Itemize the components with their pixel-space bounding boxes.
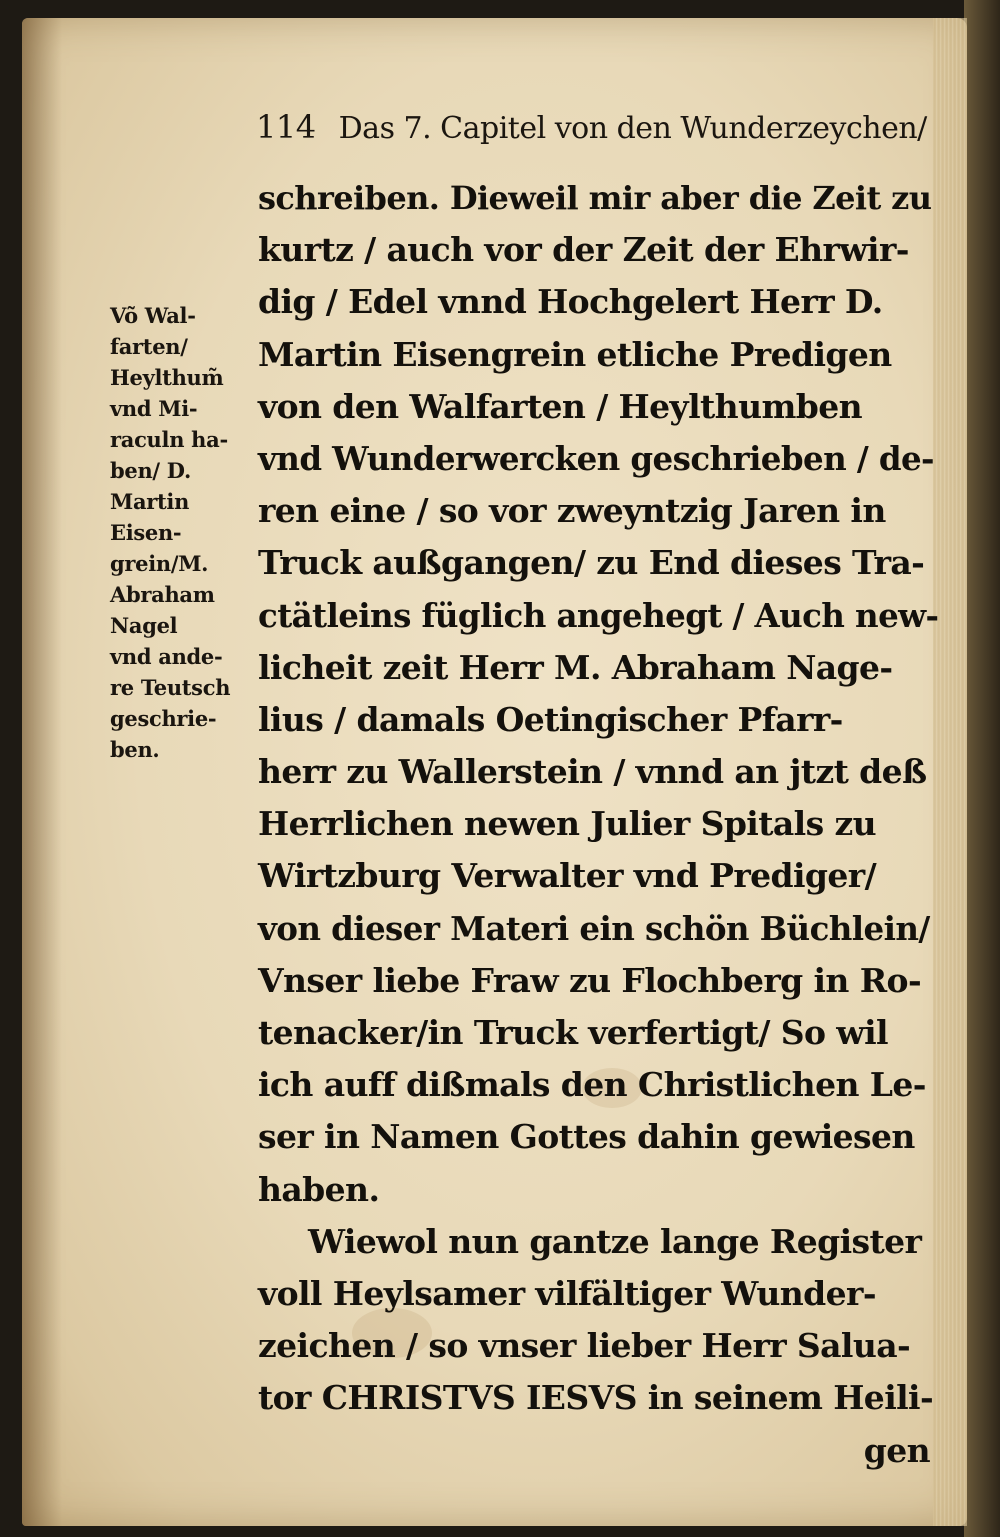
text-line: ser in Namen Gottes dahin gewiesen [258, 1117, 915, 1157]
margin-note-line: ben/ D. [110, 458, 191, 483]
margin-note-line: Heylthum̃ [110, 365, 224, 390]
text-line: voll Heylsamer vilfältiger Wunder- [258, 1273, 876, 1313]
text-line: ren eine / so vor zweyntzig Jaren in [258, 491, 886, 531]
text-line: Wirtzburg Verwalter vnd Prediger/ [258, 856, 877, 896]
margin-note-line: Eisen- [110, 520, 182, 545]
text-line: zeichen / so vnser lieber Herr Salua- [258, 1326, 911, 1366]
text-line: dig / Edel vnnd Hochgelert Herr D. [258, 282, 883, 322]
text-line: schreiben. Dieweil mir aber die Zeit zu [258, 179, 932, 217]
margin-note-line: Martin [110, 489, 190, 514]
text-line: ich auff dißmals den Christlichen Le- [258, 1065, 926, 1105]
page-number: 114 [256, 108, 316, 146]
text-line: haben. [258, 1169, 380, 1209]
margin-note-line: vnd Mi- [110, 396, 198, 421]
text-line: von den Walfarten / Heylthumben [258, 386, 863, 426]
text-line: Herrlichen newen Julier Spitals zu [258, 804, 877, 844]
text-line: kurtz / auch vor der Zeit der Ehrwir- [258, 230, 909, 270]
text-line: Wiewol nun gantze lange Register [308, 1221, 922, 1261]
margin-note-line: farten/ [110, 334, 188, 359]
body-text [258, 172, 938, 1477]
text-line: Truck außgangen/ zu End dieses Tra- [258, 543, 925, 583]
scan-background-edge [964, 0, 1000, 1537]
text-line: tor CHRISTVS IESVS in seinem Heili- [258, 1378, 934, 1418]
margin-note-line: vnd ande- [110, 644, 223, 669]
running-header [256, 108, 936, 146]
page-edges [933, 18, 967, 1526]
text-line: herr zu Wallerstein / vnnd an jtzt deß [258, 752, 927, 792]
text-line: Martin Eisengrein etliche Predigen [258, 334, 892, 374]
margin-note-line: geschrie- [110, 706, 217, 731]
text-line: tenacker/in Truck verfertigt/ So wil [258, 1013, 888, 1052]
text-line: ctätleins füglich angehegt / Auch new- [258, 595, 939, 635]
running-title: Das 7. Capitel von den Wunderzeychen/ [338, 111, 927, 146]
text-line: vnd Wunderwercken geschrieben / de- [258, 438, 934, 478]
spine-shadow [22, 18, 62, 1526]
text-line: von dieser Materi ein schön Büchlein/ [258, 908, 930, 948]
margin-note-line: ben. [110, 737, 160, 762]
margin-note-line: Võ Wal- [110, 303, 196, 328]
margin-note-line: raculn ha- [110, 427, 228, 452]
text-line: licheit zeit Herr M. Abraham Nage- [258, 647, 893, 687]
catchword: gen [863, 1430, 930, 1470]
text-line: lius / damals Oetingischer Pfarr- [258, 699, 843, 739]
margin-note-line: Nagel [110, 613, 178, 638]
margin-note [110, 300, 260, 765]
margin-note-line: grein/M. [110, 551, 209, 576]
text-line: Vnser liebe Fraw zu Flochberg in Ro- [258, 960, 922, 1000]
margin-note-line: re Teutsch [110, 675, 231, 700]
margin-note-line: Abraham [110, 582, 215, 607]
